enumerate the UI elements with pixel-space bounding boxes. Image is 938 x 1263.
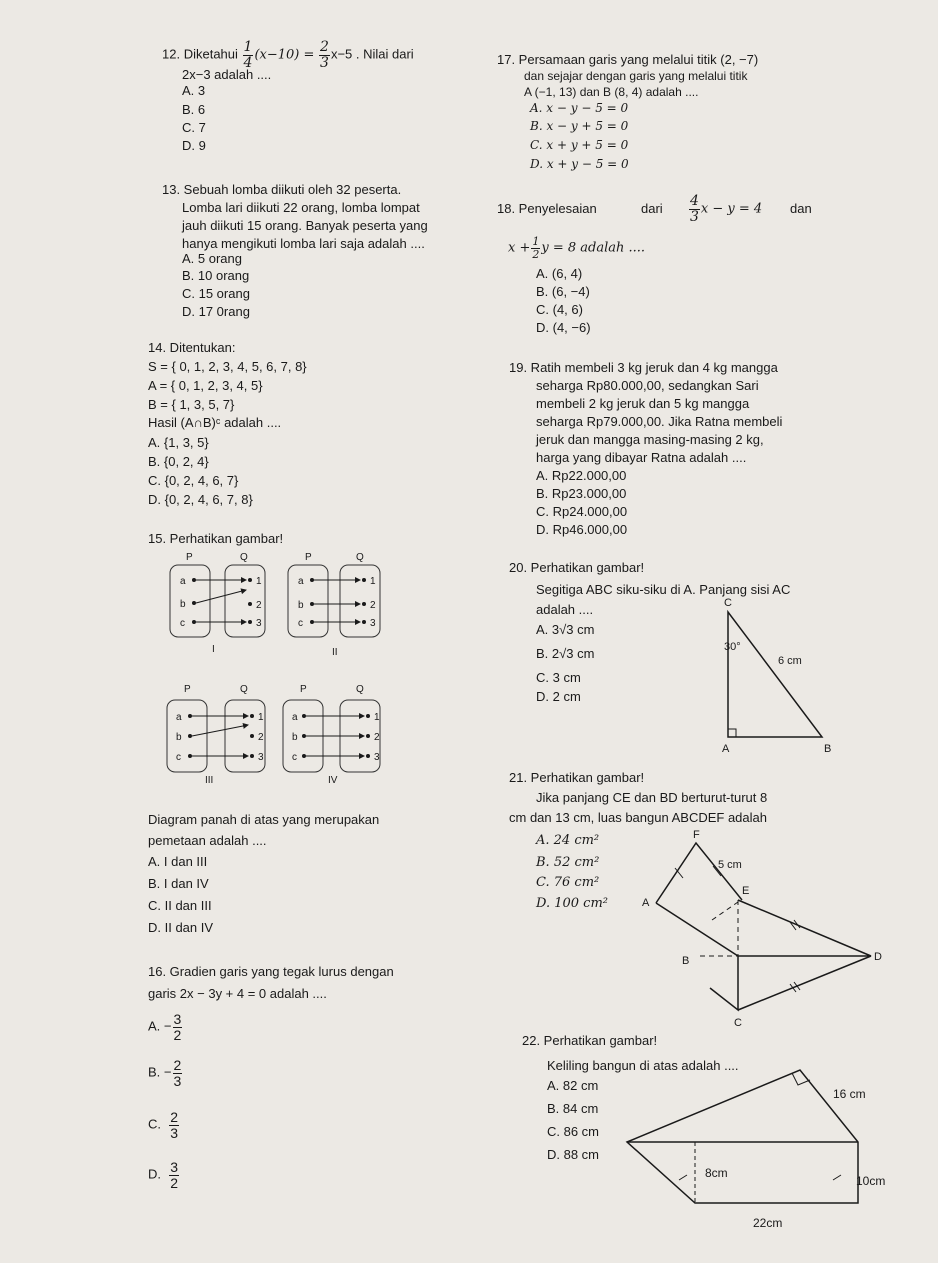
q14-option-a: A. {1, 3, 5} bbox=[148, 435, 209, 450]
svg-text:3: 3 bbox=[256, 618, 262, 629]
q21-option-c: C. 76 cm² bbox=[536, 875, 600, 890]
svg-text:II: II bbox=[332, 647, 338, 658]
q17-line2: dan sejajar dengan garis yang melalui titik bbox=[524, 69, 748, 83]
q13-option-b: B. 10 orang bbox=[182, 268, 250, 283]
q14-hasil: Hasil (A∩B)ᶜ adalah .... bbox=[148, 415, 282, 430]
q16-option-a: A. − $\frac{3}{2}$ bbox=[148, 1011, 182, 1043]
q20-line2: Segitiga ABC siku-siku di A. Panjang sisi AC bbox=[536, 582, 791, 597]
svg-text:22cm: 22cm bbox=[753, 1216, 783, 1230]
svg-text:A: A bbox=[722, 743, 730, 755]
q18-option-d: D. (4, −6) bbox=[536, 320, 591, 335]
q22-option-d: D. 88 cm bbox=[547, 1147, 600, 1162]
q15-option-a: A. I dan III bbox=[148, 854, 208, 869]
q14-set-b: B = { 1, 3, 5, 7} bbox=[148, 397, 235, 412]
svg-text:2: 2 bbox=[256, 600, 262, 611]
q19-option-b: B. Rp23.000,00 bbox=[536, 486, 627, 501]
q20-option-d: D. 2 cm bbox=[536, 689, 581, 704]
svg-text:6 cm: 6 cm bbox=[778, 655, 802, 667]
q21-option-d: D. 100 cm² bbox=[536, 896, 608, 911]
svg-text:b: b bbox=[180, 599, 186, 610]
q18-eq2: x + $\frac{1}{2}$ y = 8 adalah .... bbox=[508, 235, 646, 261]
q16-option-b: B. − $\frac{2}{3}$ bbox=[148, 1057, 182, 1089]
svg-text:B: B bbox=[824, 743, 832, 755]
q20-line1: 20. Perhatikan gambar! bbox=[509, 560, 645, 575]
q19-line4: seharga Rp79.000,00. Jika Ratna membeli bbox=[536, 414, 783, 429]
svg-text:30°: 30° bbox=[724, 641, 741, 653]
svg-text:P: P bbox=[186, 552, 193, 563]
q13-option-c: C. 15 orang bbox=[182, 286, 250, 301]
q17-option-d: D. x + y − 5 = 0 bbox=[530, 157, 629, 171]
svg-text:P: P bbox=[300, 684, 307, 695]
svg-text:3: 3 bbox=[258, 752, 264, 763]
svg-text:P: P bbox=[305, 552, 312, 563]
q18-dan: dan bbox=[790, 201, 812, 216]
q17-option-c: C. x + y + 5 = 0 bbox=[530, 138, 629, 152]
q17-line3: A (−1, 13) dan B (8, 4) adalah .... bbox=[524, 85, 699, 99]
q14-option-d: D. {0, 2, 4, 6, 7, 8} bbox=[148, 492, 253, 507]
q12-number: 12. bbox=[162, 46, 181, 62]
svg-text:1: 1 bbox=[258, 712, 264, 723]
q16-option-d: D. $\frac{3}{2}$ bbox=[148, 1159, 179, 1191]
q12-post: x−5 . Nilai dari bbox=[330, 46, 414, 62]
q19-line2: seharga Rp80.000,00, sedangkan Sari bbox=[536, 378, 759, 393]
q21-option-b: B. 52 cm² bbox=[536, 855, 600, 870]
q21-option-a: A. 24 cm² bbox=[536, 833, 600, 848]
svg-text:8cm: 8cm bbox=[705, 1166, 728, 1180]
svg-text:a: a bbox=[176, 712, 182, 723]
svg-text:F: F bbox=[693, 829, 700, 841]
q14-option-c: C. {0, 2, 4, 6, 7} bbox=[148, 473, 239, 488]
q12-line2: 2x−3 adalah .... bbox=[182, 67, 272, 82]
q13-line3: jauh diikuti 15 orang. Banyak peserta yang bbox=[182, 218, 428, 233]
svg-text:3: 3 bbox=[370, 618, 376, 629]
svg-text:a: a bbox=[292, 712, 298, 723]
svg-text:C: C bbox=[724, 597, 732, 609]
svg-text:b: b bbox=[292, 732, 298, 743]
q15-option-c: C. II dan III bbox=[148, 898, 212, 913]
q13-line4: hanya mengikuti lomba lari saja adalah .... bbox=[182, 236, 425, 251]
q16-option-c: C. $\frac{2}{3}$ bbox=[148, 1109, 179, 1141]
q22-option-b: B. 84 cm bbox=[547, 1101, 599, 1116]
q12-frac1: $\frac{1}{4}$ bbox=[243, 39, 253, 71]
q14-set-s: S = { 0, 1, 2, 3, 4, 5, 6, 7, 8} bbox=[148, 359, 307, 374]
q22-line1: 22. Perhatikan gambar! bbox=[522, 1033, 658, 1048]
q22-option-a: A. 82 cm bbox=[547, 1078, 599, 1093]
svg-text:c: c bbox=[292, 752, 297, 763]
q20-option-b: B. 2√3 cm bbox=[536, 646, 595, 661]
svg-text:III: III bbox=[205, 775, 214, 786]
q15-option-b: B. I dan IV bbox=[148, 876, 209, 891]
q18-dari: dari bbox=[641, 201, 663, 216]
svg-text:a: a bbox=[298, 576, 304, 587]
q12-frac2: $\frac{2}{3}$ bbox=[320, 39, 329, 71]
svg-text:b: b bbox=[298, 600, 304, 611]
q14-set-a: A = { 0, 1, 2, 3, 4, 5} bbox=[148, 378, 263, 393]
q19-option-d: D. Rp46.000,00 bbox=[536, 522, 628, 537]
q12-option-b: B. 6 bbox=[182, 102, 206, 117]
svg-text:A: A bbox=[642, 897, 650, 909]
svg-text:b: b bbox=[176, 732, 182, 743]
q12-option-a: A. 3 bbox=[182, 83, 206, 98]
q13-line1: 13. Sebuah lomba diikuti oleh 32 peserta. bbox=[162, 182, 402, 197]
q16-line1: 16. Gradien garis yang tegak lurus dengan bbox=[148, 964, 394, 979]
svg-text:P: P bbox=[184, 684, 191, 695]
q14-line1: 14. Ditentukan: bbox=[148, 340, 236, 355]
q12-mid: (x−10) = bbox=[254, 47, 315, 63]
q22-option-c: C. 86 cm bbox=[547, 1124, 600, 1139]
svg-text:3: 3 bbox=[374, 752, 380, 763]
q12-pre: Diketahui bbox=[183, 46, 238, 62]
q22-line2: Keliling bangun di atas adalah .... bbox=[547, 1058, 739, 1073]
q19-line1: 19. Ratih membeli 3 kg jeruk dan 4 kg mangga bbox=[509, 360, 778, 375]
q15-line3: pemetaan adalah .... bbox=[148, 833, 267, 848]
svg-text:B: B bbox=[682, 955, 690, 967]
q20-line3: adalah .... bbox=[536, 602, 594, 617]
svg-text:5 cm: 5 cm bbox=[718, 859, 742, 871]
q20-option-a: A. 3√3 cm bbox=[536, 622, 595, 637]
svg-text:a: a bbox=[180, 576, 186, 587]
svg-text:2: 2 bbox=[370, 600, 376, 611]
q20-option-c: C. 3 cm bbox=[536, 670, 581, 685]
q13-option-d: D. 17 0rang bbox=[182, 304, 250, 319]
svg-text:16 cm: 16 cm bbox=[833, 1087, 866, 1101]
q15-line2: Diagram panah di atas yang merupakan bbox=[148, 812, 380, 827]
q16-line2: garis 2x − 3y + 4 = 0 adalah .... bbox=[148, 986, 327, 1001]
q21-line3: cm dan 13 cm, luas bangun ABCDEF adalah bbox=[509, 810, 767, 825]
q12-option-d: D. 9 bbox=[182, 138, 206, 153]
svg-text:D: D bbox=[874, 951, 882, 963]
svg-text:Q: Q bbox=[240, 552, 248, 563]
q18-line1: 18. Penyelesaian bbox=[497, 201, 597, 216]
svg-text:c: c bbox=[176, 752, 181, 763]
q15-line1: 15. Perhatikan gambar! bbox=[148, 531, 284, 546]
svg-text:C: C bbox=[734, 1017, 742, 1029]
svg-text:I: I bbox=[212, 644, 215, 655]
q17-option-a: A. x − y − 5 = 0 bbox=[530, 101, 629, 115]
q13-line2: Lomba lari diikuti 22 orang, lomba lompat bbox=[182, 200, 420, 215]
q19-line6: harga yang dibayar Ratna adalah .... bbox=[536, 450, 747, 465]
svg-text:Q: Q bbox=[356, 552, 364, 563]
svg-text:2: 2 bbox=[258, 732, 264, 743]
svg-text:c: c bbox=[298, 618, 303, 629]
q18-eq1: $\frac{4}{3}$ x − y = 4 bbox=[690, 193, 763, 225]
svg-text:c: c bbox=[180, 618, 185, 629]
q12-option-c: C. 7 bbox=[182, 120, 206, 135]
q17-option-b: B. x − y + 5 = 0 bbox=[530, 119, 629, 133]
q21-line1: 21. Perhatikan gambar! bbox=[509, 770, 645, 785]
q13-option-a: A. 5 orang bbox=[182, 251, 242, 266]
svg-text:1: 1 bbox=[256, 576, 262, 587]
svg-text:Q: Q bbox=[356, 684, 364, 695]
q19-option-c: C. Rp24.000,00 bbox=[536, 504, 628, 519]
q21-line2: Jika panjang CE dan BD berturut-turut 8 bbox=[536, 790, 768, 805]
svg-text:2: 2 bbox=[374, 732, 380, 743]
q17-line1: 17. Persamaan garis yang melalui titik (2, −7) bbox=[497, 52, 759, 67]
svg-text:Q: Q bbox=[240, 684, 248, 695]
q19-option-a: A. Rp22.000,00 bbox=[536, 468, 627, 483]
q14-option-b: B. {0, 2, 4} bbox=[148, 454, 209, 469]
svg-text:1: 1 bbox=[370, 576, 376, 587]
q18-option-b: B. (6, −4) bbox=[536, 284, 590, 299]
q18-option-c: C. (4, 6) bbox=[536, 302, 583, 317]
svg-text:10cm: 10cm bbox=[856, 1174, 886, 1188]
svg-text:1: 1 bbox=[374, 712, 380, 723]
svg-text:IV: IV bbox=[328, 775, 338, 786]
q19-line3: membeli 2 kg jeruk dan 5 kg mangga bbox=[536, 396, 750, 411]
svg-text:E: E bbox=[742, 885, 750, 897]
q18-option-a: A. (6, 4) bbox=[536, 266, 583, 281]
q15-option-d: D. II dan IV bbox=[148, 920, 214, 935]
q19-line5: jeruk dan mangga masing-masing 2 kg, bbox=[536, 432, 764, 447]
